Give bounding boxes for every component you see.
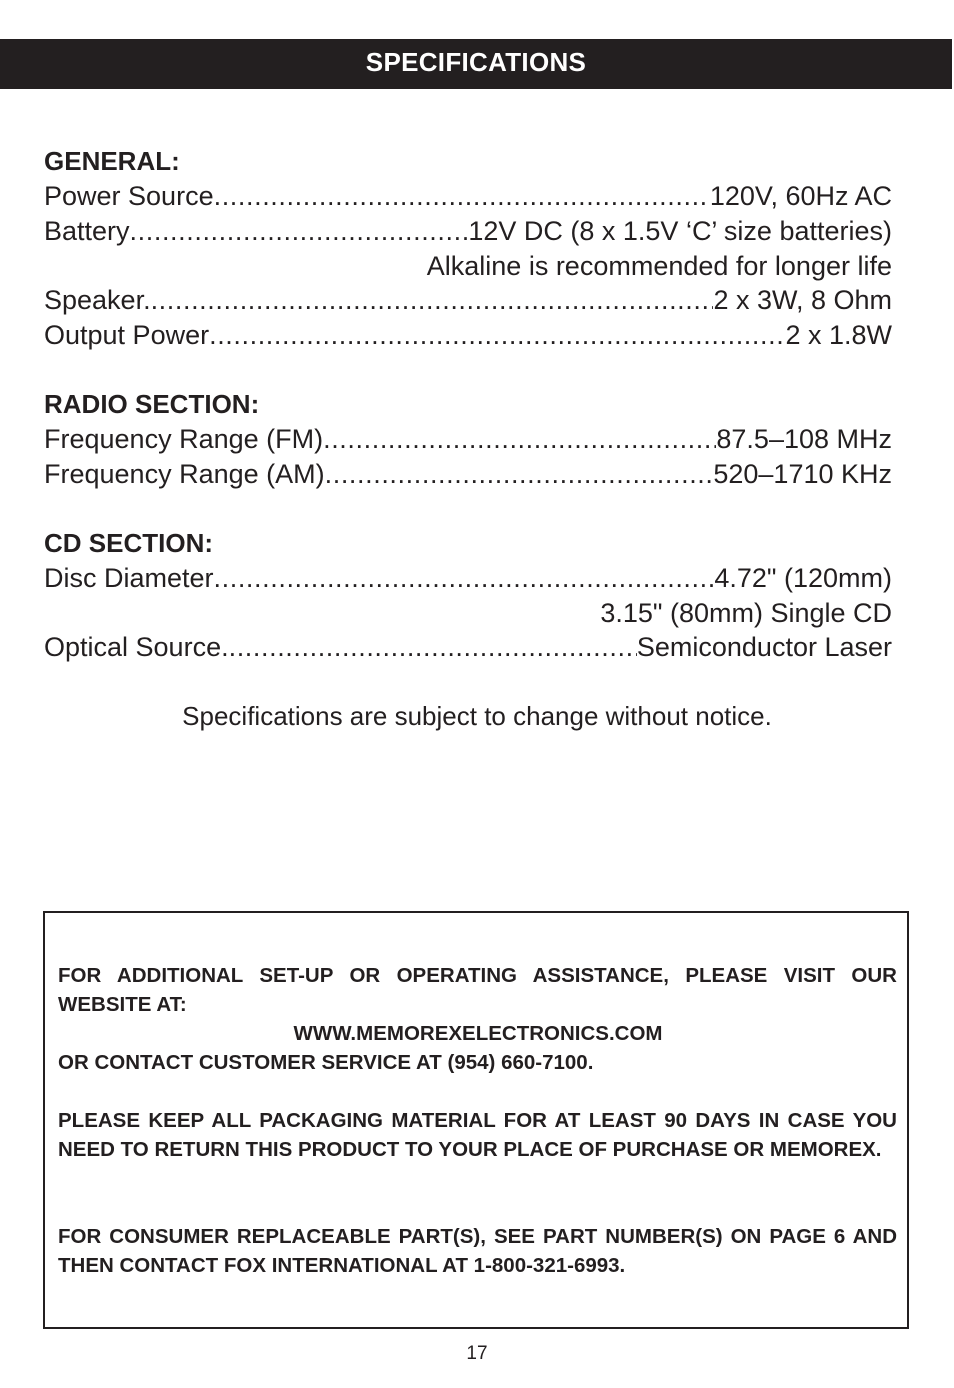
spec-value: 520–1710 KHz bbox=[713, 459, 892, 489]
dot-leader bbox=[323, 424, 716, 455]
replacement-parts-paragraph: FOR CONSUMER REPLACEABLE PART(S), SEE PART NUMBER(S) ON PAGE 6 AND THEN CONTACT FOX INTERNATIONAL AT 1-800-321-6993. bbox=[58, 1225, 897, 1277]
website-url: WWW.MEMOREXELECTRONICS.COM bbox=[293, 1022, 663, 1045]
spec-value: 4.72" (120mm) bbox=[714, 563, 892, 593]
change-notice: Specifications are subject to change without notice. bbox=[182, 701, 772, 731]
spec-row-optical-source bbox=[44, 632, 892, 667]
spec-label: Optical Source. bbox=[44, 632, 229, 662]
spec-label: Battery bbox=[44, 216, 130, 246]
spec-value: 2 x 3W, 8 Ohm bbox=[713, 285, 892, 315]
header-bar bbox=[0, 39, 952, 89]
assistance-paragraph: FOR ADDITIONAL SET-UP OR OPERATING ASSISTANCE, PLEASE VISIT OUR WEBSITE AT: bbox=[58, 964, 897, 1016]
assistance-box bbox=[43, 911, 909, 1329]
spec-row-speaker bbox=[44, 285, 892, 320]
general-title: GENERAL: bbox=[44, 146, 180, 176]
spec-label: Frequency Range (FM) bbox=[44, 424, 324, 454]
spec-label: Output Power bbox=[44, 320, 210, 350]
spec-row-battery bbox=[44, 216, 892, 251]
dot-leader bbox=[229, 632, 637, 663]
spec-value: 2 x 1.8W bbox=[785, 320, 892, 350]
page-number: 17 bbox=[466, 1343, 488, 1364]
battery-note: Alkaline is recommended for longer life bbox=[426, 251, 892, 281]
dot-leader bbox=[151, 285, 714, 316]
spec-value: 87.5–108 MHz bbox=[716, 424, 892, 454]
spec-row-power-source bbox=[44, 181, 892, 216]
spec-value: 120V, 60Hz AC bbox=[709, 181, 892, 211]
spec-value: 12V DC (8 x 1.5V ‘C’ size batteries) bbox=[468, 216, 892, 246]
spec-label: Frequency Range (AM) bbox=[44, 459, 325, 489]
spec-row-disc-diameter bbox=[44, 563, 892, 598]
spec-label: Power Source bbox=[44, 181, 214, 211]
spec-label: Disc Diameter bbox=[44, 563, 214, 593]
dot-leader bbox=[214, 563, 715, 594]
spec-value: Semiconductor Laser bbox=[636, 632, 892, 662]
disc-diameter-note: 3.15" (80mm) Single CD bbox=[600, 598, 892, 628]
cd-title: CD SECTION: bbox=[44, 528, 213, 558]
dot-leader bbox=[325, 459, 714, 490]
spec-label: Speaker. bbox=[44, 285, 151, 315]
customer-service-line: OR CONTACT CUSTOMER SERVICE AT (954) 660-7100. bbox=[58, 1051, 594, 1074]
packaging-paragraph: PLEASE KEEP ALL PACKAGING MATERIAL FOR AT LEAST 90 DAYS IN CASE YOU NEED TO RETURN THIS PRODUCT TO YOUR PLACE OF PURCHASE OR MEMOREX. bbox=[58, 1109, 897, 1161]
dot-leader bbox=[130, 216, 469, 247]
page-title: SPECIFICATIONS bbox=[365, 47, 587, 77]
spec-row-output-power bbox=[44, 320, 892, 355]
dot-leader bbox=[214, 181, 710, 212]
dot-leader bbox=[209, 320, 785, 351]
radio-title: RADIO SECTION: bbox=[44, 389, 260, 419]
spec-row-fm-range bbox=[44, 424, 892, 459]
spec-row-am-range bbox=[44, 459, 892, 494]
